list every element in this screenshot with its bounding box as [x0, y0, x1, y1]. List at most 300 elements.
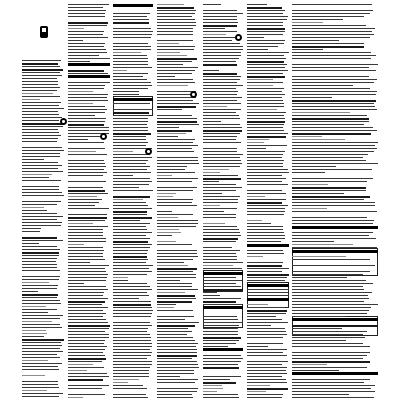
text-line: [157, 334, 187, 335]
text-line: [247, 160, 284, 161]
text-line: [157, 190, 193, 191]
text-line: [247, 265, 282, 267]
text-line: [157, 109, 182, 110]
text-line: [203, 319, 238, 320]
text-line: [292, 136, 322, 137]
text-line: [22, 255, 59, 256]
text-line: [247, 388, 288, 390]
text-line: [68, 334, 109, 335]
text-line: [113, 244, 152, 245]
text-line: [22, 111, 58, 112]
text-line: [203, 73, 237, 75]
text-line: [292, 76, 369, 77]
text-line: [113, 175, 133, 176]
text-line: [247, 28, 285, 30]
text-line: [68, 160, 104, 161]
text-line: [113, 361, 152, 362]
text-line: [68, 316, 103, 317]
text-line: [68, 106, 105, 107]
column-2: [68, 0, 110, 400]
text-line: [292, 196, 370, 198]
text-line: [203, 187, 242, 188]
text-line: [247, 163, 283, 164]
text-line: [113, 61, 148, 62]
text-line: [68, 205, 95, 206]
text-line: [22, 105, 59, 106]
text-line: [292, 379, 370, 380]
text-line: [22, 252, 59, 254]
text-line: [22, 147, 62, 148]
text-line: [292, 133, 371, 135]
text-line: [292, 94, 376, 95]
text-line: [68, 217, 107, 219]
text-line: [157, 130, 192, 132]
text-line: [157, 364, 198, 365]
text-line: [68, 25, 107, 26]
text-line: [68, 256, 103, 257]
text-line: [203, 76, 241, 77]
text-line: [68, 31, 104, 32]
text-line: [157, 277, 196, 278]
text-line: [22, 300, 60, 301]
text-line: [68, 253, 103, 254]
text-line: [247, 382, 287, 383]
text-line: [292, 82, 374, 83]
text-line: [22, 204, 57, 205]
text-line: [157, 286, 192, 287]
text-line: [68, 319, 106, 320]
text-line: [203, 379, 230, 380]
text-line: [68, 55, 99, 56]
text-line: [22, 69, 63, 71]
text-line: [203, 382, 236, 384]
text-line: [113, 376, 149, 377]
text-line: [292, 265, 375, 266]
text-line: [203, 61, 236, 62]
text-line: [157, 61, 192, 62]
text-line: [157, 67, 198, 68]
text-line: [292, 202, 375, 203]
text-line: [113, 358, 147, 359]
text-line: [157, 376, 180, 377]
text-line: [22, 303, 61, 304]
text-line: [247, 391, 266, 392]
text-line: [68, 154, 107, 155]
text-line: [203, 151, 237, 152]
text-line: [68, 358, 106, 360]
text-line: [203, 22, 238, 23]
text-line: [203, 334, 238, 335]
text-line: [157, 178, 198, 179]
text-line: [247, 220, 262, 221]
text-line: [68, 385, 109, 386]
text-line: [113, 37, 151, 38]
text-line: [113, 157, 152, 158]
text-line: [113, 163, 146, 164]
text-line: [113, 397, 148, 398]
text-line: [157, 382, 195, 383]
text-line: [113, 229, 147, 230]
text-line: [157, 85, 188, 86]
text-line: [203, 325, 239, 326]
text-line: [68, 16, 105, 17]
text-line: [68, 277, 107, 278]
text-line: [203, 94, 237, 95]
text-line: [247, 343, 283, 344]
text-line: [68, 244, 84, 245]
text-line: [157, 322, 199, 323]
text-line: [203, 235, 241, 236]
text-line: [247, 373, 287, 374]
text-line: [247, 22, 283, 23]
text-line: [292, 259, 370, 260]
text-line: [157, 205, 197, 206]
text-line: [68, 172, 107, 173]
text-line: [203, 367, 239, 369]
text-line: [113, 181, 152, 182]
text-line: [292, 157, 363, 158]
text-line: [247, 136, 286, 138]
text-line: [203, 292, 217, 293]
text-line: [22, 315, 63, 316]
text-line: [113, 367, 150, 368]
text-line: [113, 94, 139, 95]
text-line: [113, 28, 151, 29]
text-line: [113, 235, 146, 236]
text-line: [247, 235, 285, 236]
text-line: [203, 91, 238, 92]
text-line: [68, 283, 84, 284]
text-line: [113, 349, 150, 350]
text-line: [247, 52, 289, 53]
text-line: [68, 97, 107, 98]
text-line: [247, 289, 289, 290]
warning-icon: [235, 34, 242, 41]
text-line: [68, 196, 97, 197]
text-line: [68, 94, 108, 95]
text-line: [292, 295, 368, 296]
text-line: [113, 130, 148, 131]
text-line: [157, 31, 193, 32]
text-line: [113, 145, 146, 146]
text-line: [203, 19, 237, 20]
text-line: [68, 175, 103, 176]
text-line: [157, 301, 192, 303]
text-line: [203, 139, 236, 140]
text-line: [68, 13, 105, 14]
text-line: [203, 79, 240, 80]
text-line: [68, 34, 103, 35]
text-line: [292, 241, 334, 242]
text-line: [113, 142, 148, 143]
text-line: [22, 120, 59, 121]
text-line: [157, 172, 195, 173]
text-line: [68, 247, 103, 248]
text-line: [113, 115, 149, 116]
text-line: [68, 166, 106, 167]
text-line: [247, 19, 287, 20]
text-line: [113, 379, 139, 380]
text-line: [247, 364, 282, 365]
text-line: [247, 127, 283, 128]
text-line: [247, 223, 271, 224]
text-line: [203, 178, 241, 180]
text-line: [157, 79, 193, 80]
text-line: [203, 391, 217, 392]
text-line: [203, 232, 240, 233]
text-line: [157, 373, 194, 374]
text-line: [247, 355, 287, 356]
text-line: [247, 262, 283, 263]
column-6: [247, 0, 289, 400]
text-line: [157, 370, 194, 371]
text-line: [292, 310, 369, 311]
text-line: [247, 16, 288, 17]
text-line: [22, 261, 56, 262]
text-line: [113, 340, 151, 341]
text-line: [157, 331, 192, 332]
text-line: [247, 151, 285, 152]
text-line: [157, 250, 197, 251]
text-line: [203, 238, 238, 240]
text-line: [203, 361, 241, 362]
text-line: [113, 268, 149, 269]
text-line: [68, 397, 83, 398]
text-line: [247, 337, 283, 338]
text-line: [68, 337, 109, 338]
text-line: [203, 85, 243, 86]
text-line: [247, 31, 285, 32]
text-line: [157, 397, 193, 398]
text-line: [113, 217, 152, 219]
text-line: [22, 75, 62, 76]
text-line: [68, 40, 83, 41]
text-line: [292, 361, 370, 363]
text-line: [68, 343, 104, 344]
text-line: [113, 331, 147, 332]
text-line: [68, 88, 104, 89]
text-line: [247, 55, 284, 56]
text-line: [68, 379, 103, 381]
text-line: [292, 40, 339, 41]
text-line: [203, 130, 242, 132]
text-line: [157, 193, 176, 194]
text-line: [203, 253, 236, 254]
text-line: [68, 352, 103, 353]
section-heading-bar: [247, 284, 289, 287]
text-line: [157, 58, 197, 60]
text-line: [203, 175, 238, 176]
text-line: [157, 22, 196, 23]
text-line: [203, 229, 239, 230]
text-line: [113, 289, 152, 290]
text-line: [157, 133, 186, 134]
text-line: [68, 310, 103, 311]
text-line: [68, 103, 93, 104]
text-line: [292, 181, 367, 182]
text-line: [113, 238, 150, 239]
text-line: [68, 100, 108, 101]
text-line: [68, 223, 93, 224]
text-line: [292, 145, 375, 146]
text-line: [157, 343, 198, 344]
text-line: [203, 133, 240, 134]
text-line: [292, 388, 371, 389]
text-line: [113, 232, 152, 233]
text-line: [292, 217, 367, 218]
text-line: [247, 88, 284, 89]
text-line: [247, 304, 268, 305]
text-line: [22, 354, 57, 355]
text-line: [203, 88, 236, 89]
text-line: [247, 175, 282, 176]
text-line: [68, 265, 109, 266]
text-line: [203, 208, 237, 209]
text-line: [203, 277, 236, 278]
text-line: [292, 46, 364, 48]
text-line: [292, 25, 366, 26]
text-line: [22, 123, 63, 125]
warning-icon: [190, 91, 197, 98]
text-line: [203, 112, 236, 113]
text-line: [68, 313, 106, 314]
text-line: [157, 106, 196, 108]
text-line: [292, 79, 377, 80]
text-line: [157, 187, 197, 188]
text-line: [22, 129, 58, 130]
text-line: [113, 211, 147, 213]
text-line: [22, 216, 63, 217]
text-line: [292, 100, 376, 102]
text-line: [113, 88, 148, 89]
text-line: [292, 184, 328, 185]
section-heading-bar: [292, 226, 378, 229]
text-line: [113, 352, 152, 353]
text-line: [203, 289, 243, 291]
warning-icon: [100, 133, 107, 140]
text-line: [113, 151, 133, 152]
text-line: [292, 337, 365, 338]
text-line: [157, 340, 195, 341]
text-line: [292, 346, 370, 347]
text-line: [157, 136, 178, 137]
text-line: [113, 283, 147, 284]
text-line: [68, 169, 104, 170]
text-line: [22, 267, 57, 268]
text-line: [203, 124, 240, 125]
text-line: [68, 73, 108, 74]
text-line: [247, 13, 283, 14]
text-line: [157, 118, 197, 119]
text-line: [22, 294, 58, 296]
text-line: [292, 34, 374, 35]
text-line: [157, 292, 185, 293]
text-line: [22, 330, 46, 331]
text-line: [68, 121, 105, 122]
text-line: [247, 370, 286, 371]
text-line: [203, 322, 243, 323]
text-line: [247, 349, 287, 350]
text-line: [247, 172, 289, 173]
text-line: [22, 243, 39, 244]
text-line: [247, 292, 288, 293]
text-line: [68, 232, 103, 233]
text-line: [113, 394, 146, 395]
text-line: [247, 109, 277, 110]
text-line: [113, 385, 143, 386]
text-line: [292, 190, 366, 191]
text-line: [203, 46, 243, 47]
text-line: [68, 250, 104, 251]
text-line: [22, 84, 58, 85]
text-line: [247, 154, 283, 155]
text-line: [22, 288, 57, 289]
text-line: [113, 16, 147, 17]
text-line: [22, 291, 38, 292]
text-line: [157, 328, 188, 329]
text-line: [247, 58, 286, 59]
text-line: [247, 115, 284, 116]
text-line: [157, 271, 193, 272]
text-line: [247, 64, 287, 65]
text-line: [247, 169, 288, 170]
text-line: [68, 295, 103, 296]
text-line: [203, 286, 241, 287]
text-line: [157, 70, 195, 71]
text-line: [247, 211, 285, 212]
text-line: [68, 193, 108, 194]
text-line: [22, 345, 62, 346]
text-line: [113, 256, 147, 258]
text-line: [113, 343, 152, 344]
text-line: [113, 190, 153, 191]
text-line: [113, 337, 151, 338]
text-line: [68, 376, 109, 377]
text-line: [203, 364, 238, 365]
text-line: [68, 163, 105, 164]
text-line: [68, 394, 105, 395]
text-line: [113, 109, 153, 110]
text-line: [203, 34, 226, 35]
text-line: [157, 352, 197, 353]
text-line: [247, 184, 288, 185]
text-line: [68, 112, 105, 113]
text-line: [203, 28, 225, 29]
text-line: [203, 40, 232, 41]
text-line: [247, 295, 289, 296]
text-line: [157, 391, 197, 392]
text-line: [203, 16, 237, 17]
text-line: [113, 298, 139, 299]
text-line: [113, 121, 148, 122]
text-line: [68, 136, 103, 137]
text-line: [247, 280, 285, 281]
text-line: [203, 172, 220, 173]
text-line: [203, 250, 240, 251]
text-line: [203, 10, 237, 11]
text-line: [113, 70, 127, 71]
text-line: [292, 205, 375, 206]
text-line: [113, 202, 146, 203]
text-line: [68, 130, 109, 131]
text-line: [113, 160, 148, 161]
text-line: [157, 163, 199, 164]
text-line: [203, 64, 237, 66]
text-line: [157, 304, 176, 305]
text-line: [68, 139, 88, 140]
text-line: [247, 82, 283, 83]
section-heading-bar: [113, 98, 153, 101]
